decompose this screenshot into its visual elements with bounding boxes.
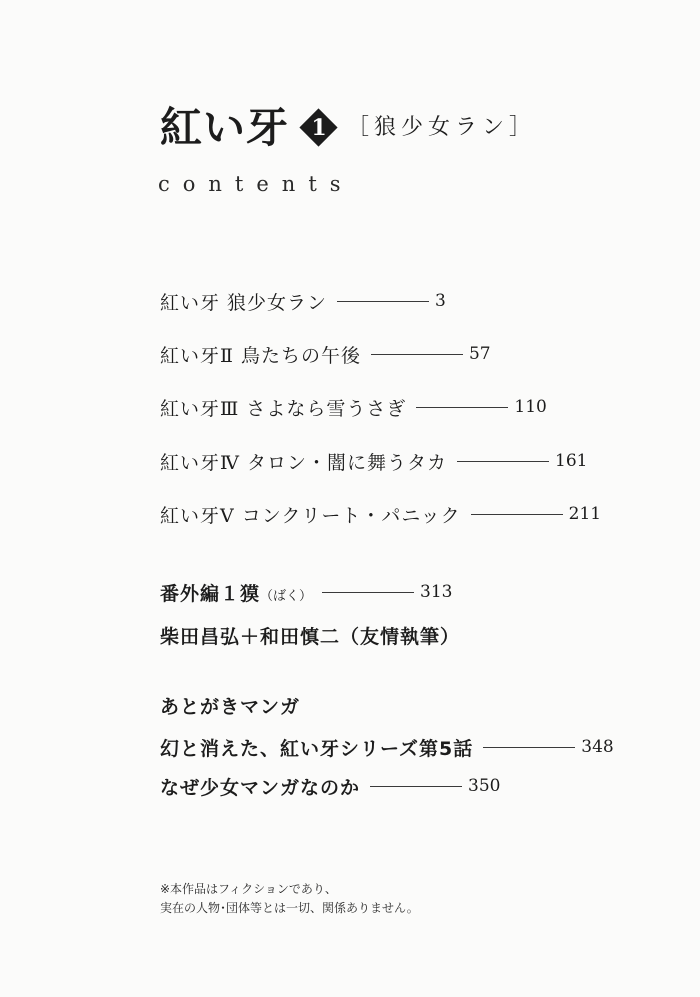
toc-leader-line [370,786,462,787]
toc-leader-line [483,747,575,748]
toc-entry-title: 紅い牙Ⅱ 鳥たちの午後 [160,344,361,367]
toc-entry [160,339,491,369]
toc-leader-line [457,461,549,462]
toc-leader-line [322,592,414,593]
toc-extra-title [160,579,312,606]
toc-leader-line [371,354,463,355]
toc-entry-page: 3 [435,291,446,311]
toc-leader-line [337,301,429,302]
toc-entry-page: 161 [555,451,588,471]
toc-entry [160,392,547,422]
afterword-entry [160,732,614,762]
toc-entry-page: 57 [468,344,491,364]
afterword-entry-page: 348 [581,737,614,757]
book-title: 紅い牙 [160,103,290,152]
afterword-entry-title: 幻と消えた、紅い牙シリーズ第5話 [160,737,474,760]
afterword-heading: あとがきマンガ [160,696,301,718]
toc-leader-line [416,407,508,408]
toc-entry-title: 紅い牙 狼少女ラン [160,291,328,314]
toc-entry-page: 110 [514,397,547,417]
volume-badge [301,110,337,146]
book-subtitle: ［狼少女ラン］ [347,115,537,140]
footnote-line: ※本作品はフィクションであり、 [160,882,337,896]
contents-heading: contents [158,172,354,196]
toc-extra-title-text: 番外編１獏 [160,582,261,605]
toc-leader-line [471,514,563,515]
toc-entry-title: 紅い牙Ⅲ さよなら雪うさぎ [160,397,407,420]
toc-extra-entry [160,577,452,607]
toc-entry [160,446,587,476]
afterword-entry-title: なぜ少女マンガなのか [160,776,361,799]
toc-entry-title: 紅い牙Ⅳ タロン・闇に舞うタカ [160,451,448,474]
toc-entry-title: 紅い牙Ⅴ コンクリート・パニック [160,504,461,527]
toc-entry-page: 211 [568,504,602,524]
footnote-line: 実在の人物･団体等とは一切、関係ありません。 [160,901,419,915]
toc-extra-credit: 柴田昌弘＋和田慎二（友情執筆） [160,626,461,648]
disclaimer-footnote [160,880,419,918]
volume-number: 1 [311,115,327,141]
toc-extra-page: 313 [420,582,453,602]
afterword-entry [160,771,500,801]
toc-extra-ruby: （ばく） [260,588,313,604]
toc-entry [160,499,601,529]
afterword-entry-page: 350 [468,776,501,796]
toc-entry [160,286,446,316]
header [160,102,536,154]
